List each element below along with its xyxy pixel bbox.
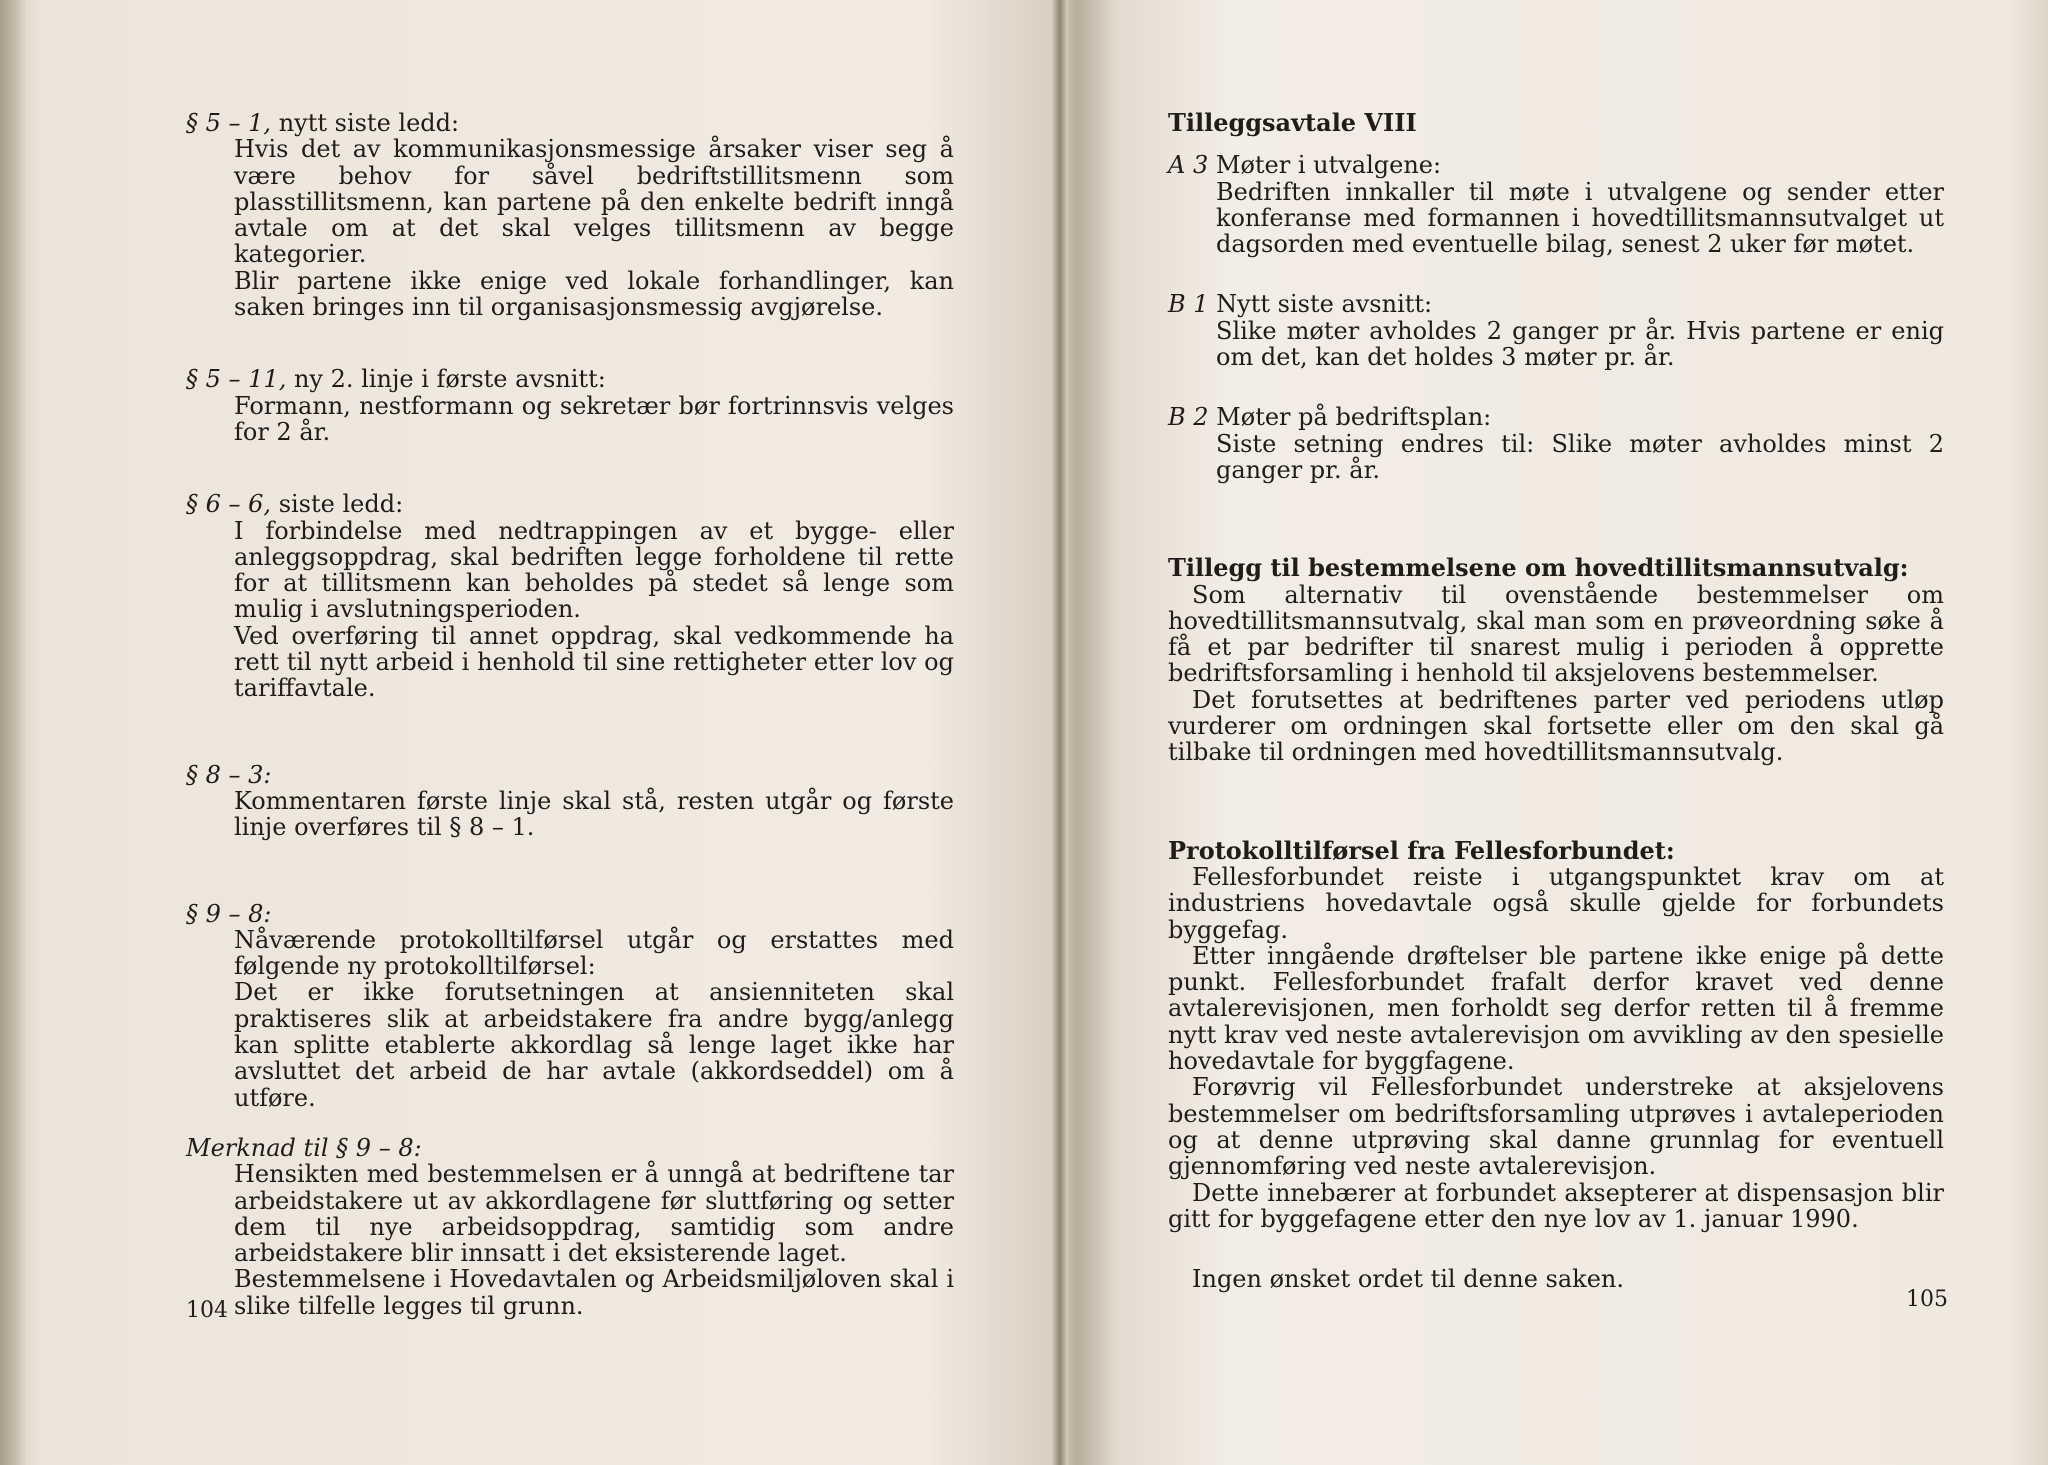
- paragraph: Bestemmelsene i Hovedavtalen og Arbeidsmiljøloven skal i slike tilfelle legges til grunn.: [234, 1265, 954, 1320]
- section-heading: B 2 Møter på bedriftsplan:: [1168, 403, 1492, 432]
- left-page: [186, 110, 954, 1319]
- section-heading: § 5 – 1, nytt siste ledd:: [186, 109, 460, 137]
- section-title: Tillegg til bestemmelsene om hovedtillitsmannsutvalg:: [1168, 553, 1909, 583]
- paragraph: Fellesforbundet reiste i utgangspunktet krav om at industriens hovedavtale også skulle gjelde for forbundets byggefag.: [1168, 862, 1944, 944]
- paragraph: Dette innebærer at forbundet aksepterer at dispensasjon blir gitt for byggefagene etter den nye lov av 1. januar 1990.: [1168, 1178, 1944, 1233]
- section-heading: A 3 Møter i utvalgene:: [1168, 151, 1442, 180]
- section-heading: Merknad til § 9 – 8:: [186, 1133, 422, 1162]
- section-title: Protokolltilførsel fra Fellesforbundet:: [1168, 835, 1675, 865]
- book-gutter: [1052, 0, 1068, 1465]
- paragraph: Blir partene ikke enige ved lokale forhandlinger, kan saken bringes inn til organisasjonsmessig avgjørelse.: [234, 266, 954, 322]
- paragraph: Det forutsettes at bedriftenes parter ved periodens utløp vurderer om ordningen skal fortsette eller om den skal gå tilbake til ordningen med hovedtillitsmannsutvalg.: [1168, 685, 1944, 767]
- paragraph: Som alternativ til ovenstående bestemmelser om hovedtillitsmannsutvalg, skal man som en prøveordning søke å få et par bedrifter til snarest mulig i perioden å opprette bedriftsforsamling i henhold til aksjelovens bestemmelser.: [1168, 580, 1944, 688]
- paragraph: Etter inngående drøftelser ble partene ikke enige på dette punkt. Fellesforbundet frafalt derfor kravet ved denne avtalerevisjonen, men forholdt seg derfor retten til å fremme nytt krav ved neste avtalerevisjon om avvikling av den spesielle hovedavtale for byggfagene.: [1168, 941, 1944, 1076]
- section-heading: B 1 Nytt siste avsnitt:: [1168, 290, 1433, 319]
- paragraph: Bedriften innkaller til møte i utvalgene og sender etter konferanse med formannen i hovedtillitsmannsutvalget ut dagsorden med eventuelle bilag, senest 2 uker før møtet.: [1216, 177, 1944, 259]
- section-title: Tilleggsavtale VIII: [1168, 108, 1417, 137]
- paragraph: Nåværende protokolltilførsel utgår og erstattes med følgende ny protokolltilførsel:: [234, 925, 954, 981]
- paragraph: Kommentaren første linje skal stå, resten utgår og første linje overføres til § 8 – 1.: [234, 786, 954, 842]
- paragraph: Hvis det av kommunikasjonsmessige årsaker viser seg å være behov for såvel bedriftstillitsmenn som plasstillitsmenn, kan partene på den enkelte bedrift inngå avtale om at det skal velges tillitsmenn av begge kategorier.: [234, 135, 954, 269]
- section-heading: § 8 – 3:: [186, 760, 272, 789]
- section-heading: § 6 – 6, siste ledd:: [186, 490, 404, 519]
- right-page: [1168, 110, 1944, 1292]
- paragraph: Forøvrig vil Fellesforbundet understreke at aksjelovens bestemmelser om bedriftsforsamling utprøves i avtaleperioden og at denne utprøving skal danne grunnlag for eventuell gjennomføring ved neste avtalerevisjon.: [1168, 1073, 1944, 1181]
- section-heading: § 5 – 11, ny 2. linje i første avsnitt:: [186, 365, 606, 394]
- paragraph: Formann, nestformann og sekretær bør fortrinnsvis velges for 2 år.: [234, 391, 954, 446]
- paragraph: Det er ikke forutsetningen at ansienniteten skal praktiseres slik at arbeidstakere fra andre bygg/anlegg kan splitte etablerte akkordlag så lenge laget ikke har avsluttet det arbeid de har avtale (akkordseddel) om å utføre.: [234, 978, 954, 1112]
- paragraph: Ingen ønsket ordet til denne saken.: [1192, 1265, 1624, 1294]
- book-edge: [0, 0, 28, 1465]
- page-number: 105: [1906, 1287, 1948, 1312]
- paragraph: I forbindelse med nedtrappingen av et bygge- eller anleggsoppdrag, skal bedriften legge forholdene til rette for at tillitsmenn kan beholdes på stedet så lenge som mulig i avslutningsperioden.: [234, 516, 954, 624]
- paragraph: Siste setning endres til: Slike møter avholdes minst 2 ganger pr. år.: [1216, 429, 1944, 484]
- paragraph: Hensikten med bestemmelsen er å unngå at bedriftene tar arbeidstakere ut av akkordlagene før sluttføring og setter dem til nye arbeidsoppdrag, samtidig som andre arbeidstakere blir innsatt i det eksisterende laget.: [234, 1160, 954, 1268]
- paragraph: Ved overføring til annet oppdrag, skal vedkommende ha rett til nytt arbeid i henhold til sine rettigheter etter lov og tariffavtale.: [234, 621, 954, 703]
- section-heading: § 9 – 8:: [186, 899, 272, 928]
- page-number: 104: [186, 1298, 228, 1323]
- paragraph: Slike møter avholdes 2 ganger pr år. Hvis partene er enig om det, kan det holdes 3 møter pr. år.: [1216, 316, 1944, 372]
